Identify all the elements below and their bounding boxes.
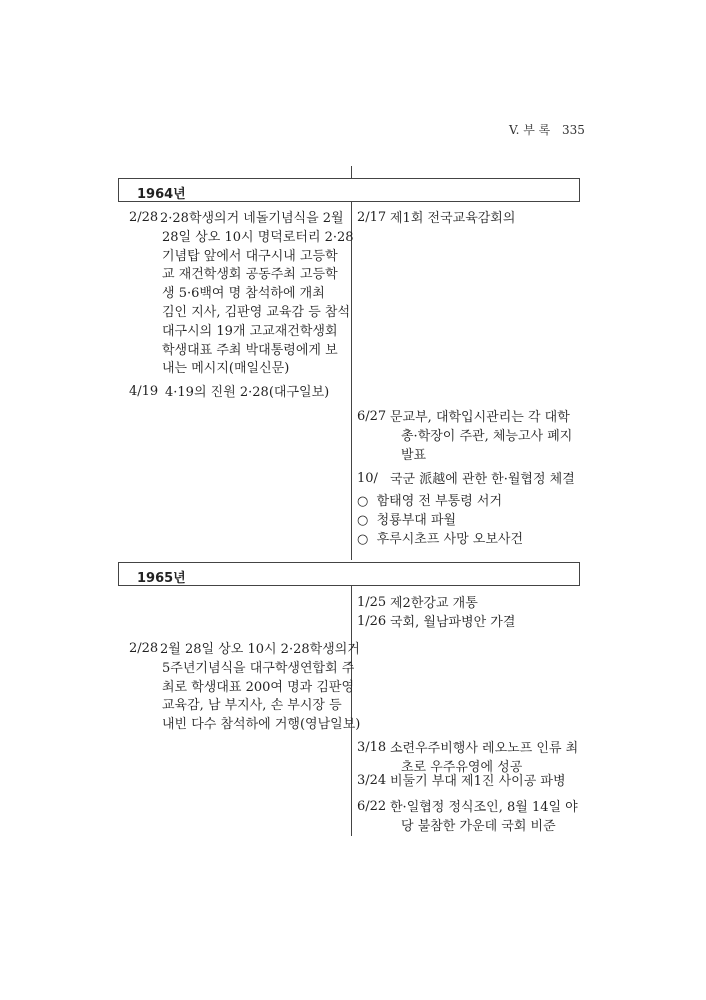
entry-text — [165, 384, 329, 403]
entry-date: 2/17 — [357, 210, 387, 225]
entry-text — [390, 595, 478, 614]
year-label: 1965년 — [137, 571, 186, 586]
entry-line: 제2한강교 개통 — [390, 596, 478, 611]
entry-line: 최로 학생대표 200여 명과 김판영 — [162, 679, 355, 695]
entry-text — [390, 614, 515, 633]
entry-line: 비둘기 부대 제1진 사이공 파병 — [390, 774, 566, 789]
entry-line: 학생대표 주최 박대통령에게 보 — [162, 342, 338, 358]
entry-date: 1/26 — [357, 614, 387, 629]
entry-text — [160, 641, 360, 735]
entry-line: 제1회 전국교육감회의 — [390, 211, 516, 226]
entry-date: 4/19 — [129, 384, 159, 399]
entry-line: 4·19의 진원 2·28(대구일보) — [165, 385, 330, 400]
entry-date: 2/28 — [129, 210, 159, 225]
entry-line: 교 재건학생회 공동주최 고등학 — [162, 267, 338, 283]
entry-date: 3/24 — [357, 773, 387, 788]
entry-line: 2월 28일 상오 10시 2·28학생의거 — [160, 642, 360, 657]
year-label: 1964년 — [137, 187, 186, 202]
section-title: V. 부 록 — [509, 123, 551, 137]
entry-line: 교육감, 남 부지사, 손 부시장 등 — [162, 698, 342, 714]
entry-line: 기념탑 앞에서 대구시내 고등학 — [162, 248, 338, 264]
bullet-icon: ○ — [357, 531, 369, 547]
entry-line: 발표 — [401, 447, 427, 463]
list-item-text: 청룡부대 파월 — [376, 512, 457, 528]
entry-date: 1/25 — [357, 595, 387, 610]
entry-date: 6/27 — [357, 409, 387, 424]
entry-text — [160, 210, 354, 379]
entry-line: 초로 우주유영에 성공 — [401, 759, 523, 775]
year-header-1965 — [118, 562, 580, 586]
column-divider-top — [351, 166, 352, 178]
entry-date: 6/22 — [357, 799, 387, 814]
entry-text — [390, 471, 575, 490]
entry-line: 문교부, 대학입시관리는 각 대학 — [390, 410, 570, 425]
entry-text — [390, 799, 578, 837]
entry-line: 총·학장이 주관, 체능고사 폐지 — [401, 428, 573, 444]
bullet-icon: ○ — [357, 512, 369, 528]
list-item — [357, 531, 523, 550]
running-header — [509, 121, 585, 138]
entry-date: 10/ — [357, 471, 378, 486]
entry-text — [390, 773, 566, 792]
entry-line: 당 불참한 가운데 국회 비준 — [401, 818, 556, 834]
entry-date: 3/18 — [357, 740, 387, 755]
entry-line: 소련우주비행사 레오노프 인류 최 — [390, 741, 579, 756]
page-number: 335 — [562, 123, 585, 137]
entry-line: 28일 상오 10시 명덕로터리 2·28 — [162, 229, 354, 245]
bullet-icon: ○ — [357, 494, 369, 509]
list-item — [357, 493, 523, 512]
entry-line: 내는 메시지(매일신문) — [162, 361, 290, 377]
list-item-text: 함태영 전 부통령 서거 — [376, 494, 503, 509]
list-item — [357, 512, 523, 531]
entry-line: 국군 派越에 관한 한·월협정 체결 — [390, 472, 575, 487]
entry-line: 생 5·6백여 명 참석하에 개최 — [162, 286, 325, 302]
year-header-1964 — [118, 178, 580, 202]
entry-line: 김인 지사, 김판영 교육감 등 참석 — [162, 304, 351, 320]
entry-line: 2·28학생의거 네돌기념식을 2월 — [160, 211, 344, 226]
entry-line: 한·일협정 정식조인, 8월 14일 야 — [390, 800, 578, 815]
entry-text — [390, 740, 578, 778]
entry-line: 내빈 다수 참석하에 거행(영남일보) — [162, 717, 361, 733]
entry-line: 5주년기념식을 대구학생연합회 주 — [162, 660, 355, 676]
entry-text — [390, 409, 572, 465]
list-item-text: 후루시초프 사망 오보사건 — [376, 531, 524, 547]
entry-line: 국회, 월남파병안 가결 — [390, 615, 516, 630]
entry-date: 2/28 — [129, 641, 159, 656]
entry-text — [390, 210, 515, 229]
entry-line: 대구시의 19개 고교재건학생회 — [162, 323, 338, 339]
